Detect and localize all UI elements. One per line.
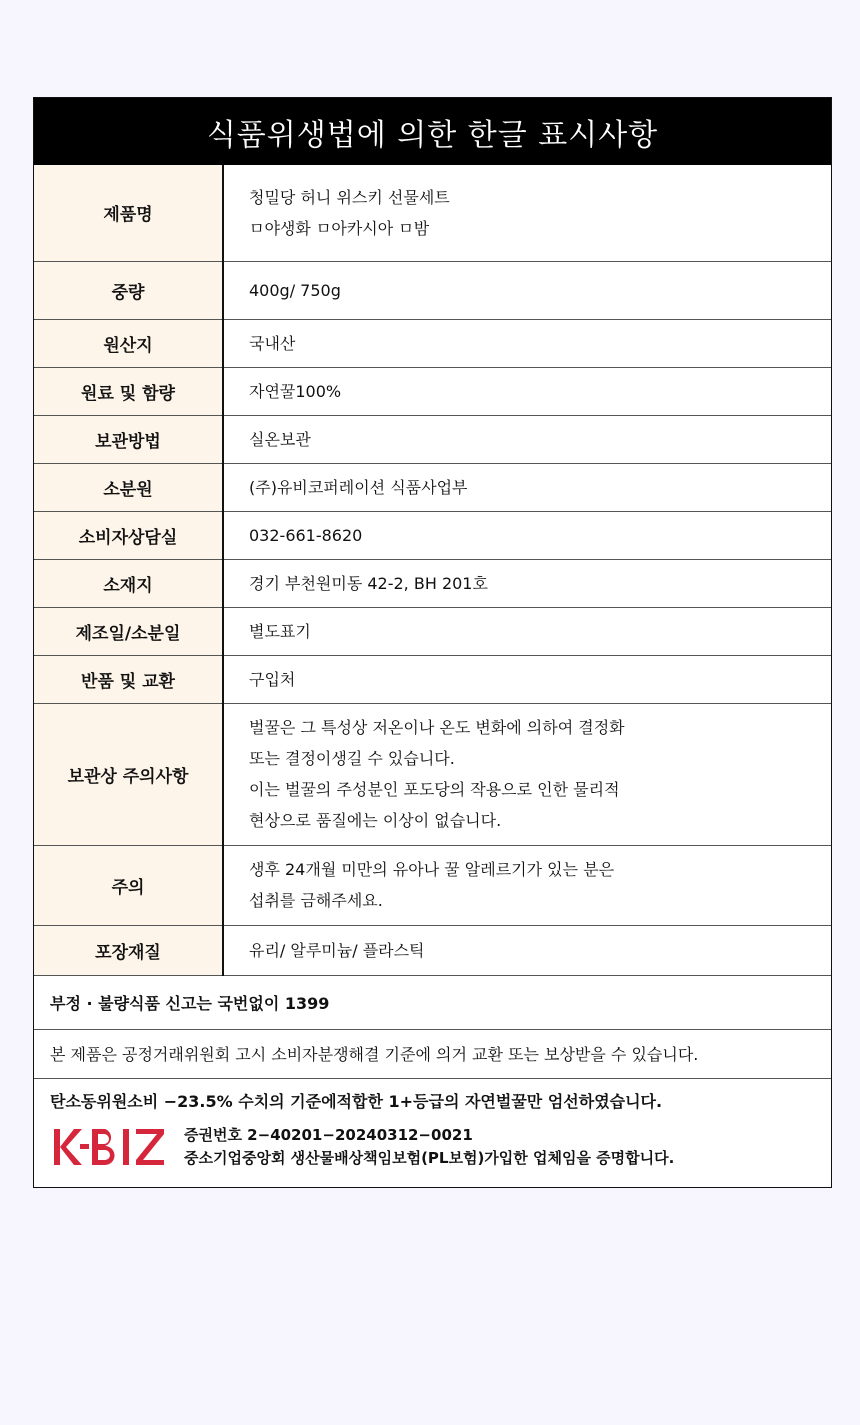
row-value-line: 생후 24개월 미만의 유아나 꿀 알레르기가 있는 분은 xyxy=(249,860,615,879)
row-value-line: 032-661-8620 xyxy=(249,525,363,545)
row-label: 보관상 주의사항 xyxy=(34,703,223,845)
row-label: 중량 xyxy=(34,261,223,319)
info-row xyxy=(34,511,831,559)
info-row xyxy=(34,261,831,319)
info-row xyxy=(34,607,831,655)
certification-section xyxy=(34,1079,831,1187)
row-value xyxy=(223,655,831,703)
row-label: 제조일/소분일 xyxy=(34,607,223,655)
info-row xyxy=(34,655,831,703)
row-value xyxy=(223,703,831,845)
insurance-line: 중소기업중앙회 생산물배상책임보험(PL보험)가입한 업체임을 증명합니다. xyxy=(184,1148,675,1167)
cert-number: 증권번호 2−40201−20240312−0021 xyxy=(184,1125,473,1144)
row-value-line: 국내산 xyxy=(249,333,296,353)
carbon-line: 탄소동위원소비 −23.5% 수치의 기준에적합한 1+등급의 자연벌꿀만 엄선하였습니다. xyxy=(50,1091,663,1111)
row-label: 소재지 xyxy=(34,559,223,607)
info-row xyxy=(34,463,831,511)
row-value-line: 유리/ 알루미늄/ 플라스틱 xyxy=(249,940,425,960)
row-value-line: 자연꿀100% xyxy=(249,381,342,401)
row-label: 주의 xyxy=(34,845,223,925)
row-value xyxy=(223,463,831,511)
row-value-line: (주)유비코퍼레이션 식품사업부 xyxy=(249,477,468,497)
row-value-line: 이는 벌꿀의 주성분인 포도당의 작용으로 인한 물리적 xyxy=(249,780,620,799)
kbiz-logo xyxy=(52,1126,170,1168)
row-value xyxy=(223,367,831,415)
kbiz-row xyxy=(50,1124,674,1170)
info-table xyxy=(34,165,831,976)
row-label: 소비자상담실 xyxy=(34,511,223,559)
row-value-line: 섭취를 금해주세요. xyxy=(249,891,383,910)
row-value xyxy=(223,511,831,559)
row-label: 제품명 xyxy=(34,165,223,261)
info-row xyxy=(34,367,831,415)
info-row xyxy=(34,415,831,463)
row-value-line: 별도표기 xyxy=(249,621,311,641)
row-value xyxy=(223,607,831,655)
row-label: 포장재질 xyxy=(34,925,223,975)
row-value-line: 400g/ 750g xyxy=(249,280,341,300)
row-value xyxy=(223,559,831,607)
label-sheet xyxy=(33,97,832,1188)
info-row xyxy=(34,165,831,261)
row-label: 소분원 xyxy=(34,463,223,511)
row-value xyxy=(223,415,831,463)
row-value xyxy=(223,925,831,975)
info-row xyxy=(34,559,831,607)
info-row xyxy=(34,703,831,845)
row-label: 원료 및 함량 xyxy=(34,367,223,415)
row-value-line: 경기 부천원미동 42-2, BH 201호 xyxy=(249,573,488,593)
notice-line: 본 제품은 공정거래위원회 고시 소비자분쟁해결 기준에 의거 교환 또는 보상받을 수 있습니다. xyxy=(34,1030,831,1079)
row-value-line: 실온보관 xyxy=(249,429,311,449)
sheet-title: 식품위생법에 의한 한글 표시사항 xyxy=(34,98,831,165)
row-value-line: 청밀당 허니 위스키 선물세트 xyxy=(249,187,450,207)
info-row xyxy=(34,319,831,367)
row-value xyxy=(223,165,831,261)
row-label: 보관방법 xyxy=(34,415,223,463)
row-value-line: 또는 결정이생길 수 있습니다. xyxy=(249,749,455,768)
info-row xyxy=(34,845,831,925)
row-label: 반품 및 교환 xyxy=(34,655,223,703)
row-value-line: 벌꿀은 그 특성상 저온이나 온도 변화에 의하여 결정화 xyxy=(249,718,625,737)
report-line: 부정 · 불량식품 신고는 국번없이 1399 xyxy=(34,976,831,1030)
kbiz-text xyxy=(184,1124,674,1170)
row-value xyxy=(223,319,831,367)
info-row xyxy=(34,925,831,975)
row-value-line: 구입처 xyxy=(249,669,296,689)
row-value xyxy=(223,261,831,319)
row-label: 원산지 xyxy=(34,319,223,367)
row-value xyxy=(223,845,831,925)
row-value-line: 현상으로 품질에는 이상이 없습니다. xyxy=(249,811,502,830)
row-value-line: ㅁ야생화 ㅁ아카시아 ㅁ밤 xyxy=(249,218,430,238)
